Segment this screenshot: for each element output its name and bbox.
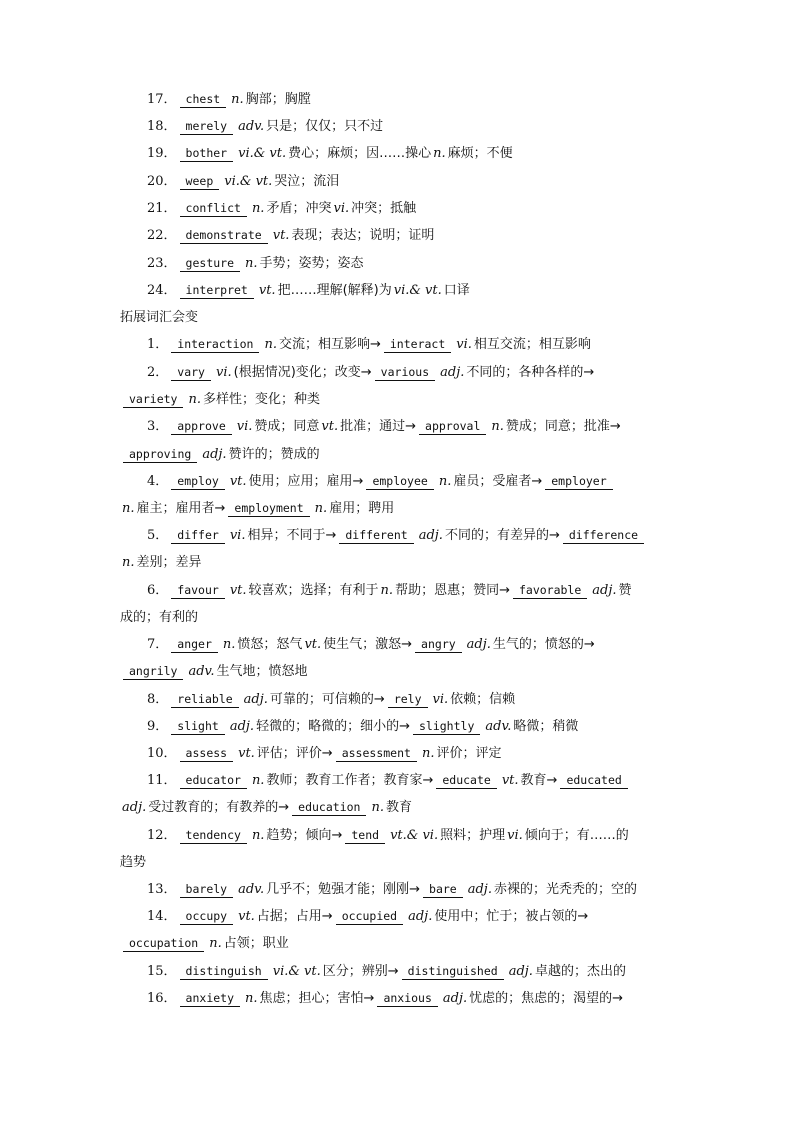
answer-blank: difference — [563, 528, 644, 544]
part-of-speech: n. — [438, 474, 452, 489]
answer-blank: employer — [545, 474, 612, 490]
definition: 批准；通过→ — [340, 419, 417, 434]
definition: 占领；职业 — [223, 936, 289, 951]
answer-blank: anger — [171, 637, 218, 653]
answer-blank: tendency — [180, 828, 247, 844]
item-number: 21． — [147, 201, 177, 216]
definition: 麻烦；不便 — [447, 146, 513, 161]
vocab-line — [120, 553, 680, 573]
answer-blank: anxious — [377, 991, 437, 1007]
definition: 冲突；抵触 — [351, 201, 417, 216]
answer-blank: chest — [180, 92, 227, 108]
item-number: 19． — [147, 146, 177, 161]
definition: 赞许的；赞成的 — [228, 447, 320, 462]
part-of-speech: n. — [251, 828, 265, 843]
answer-blank: interact — [384, 337, 451, 353]
definition: 相互交流；相互影响 — [473, 337, 591, 352]
definition: 照料；护理 — [440, 828, 506, 843]
definition: 受过教育的；有教养的→ — [148, 800, 290, 815]
vocab-line — [120, 254, 680, 274]
answer-blank: employee — [366, 474, 433, 490]
part-of-speech: adj. — [202, 447, 227, 462]
part-of-speech: n. — [188, 392, 201, 407]
definition: 帮助；恩惠；赞同→ — [395, 583, 510, 598]
section-title: 拓展词汇会变 — [120, 310, 199, 325]
part-of-speech: adj. — [229, 719, 255, 734]
item-number: 11． — [147, 773, 177, 788]
definition: 教育→ — [520, 773, 558, 788]
item-number: 22． — [147, 228, 177, 243]
definition: 依赖；信赖 — [450, 692, 516, 707]
vocab-line — [120, 717, 680, 737]
vocab-line — [120, 826, 680, 846]
part-of-speech: vt. — [321, 419, 339, 434]
definition: 卓越的；杰出的 — [534, 964, 626, 979]
part-of-speech: vi. — [507, 828, 523, 843]
definition: 不同的；有差异的→ — [444, 528, 560, 543]
definition: 差别；差异 — [136, 555, 202, 570]
answer-blank: employ — [171, 474, 225, 490]
vocab-line — [120, 635, 680, 655]
item-number: 5． — [147, 528, 169, 543]
part-of-speech: n. — [222, 637, 236, 652]
vocab-line — [120, 417, 680, 437]
answer-blank: approval — [419, 419, 486, 435]
item-number: 24． — [147, 283, 177, 298]
definition: 雇主；雇用者→ — [136, 501, 226, 516]
part-of-speech: n. — [314, 501, 328, 516]
answer-blank: favorable — [513, 583, 587, 599]
definition: 倾向于；有……的 — [524, 828, 629, 843]
definition: 多样性；变化；种类 — [202, 392, 320, 407]
part-of-speech: n. — [245, 256, 258, 271]
part-of-speech: n. — [433, 146, 446, 161]
definition: 区分；辨别→ — [322, 964, 399, 979]
part-of-speech: adj. — [467, 882, 492, 897]
vocab-line — [120, 771, 680, 791]
answer-blank: differ — [171, 528, 225, 544]
part-of-speech: vt.& vi. — [390, 828, 439, 843]
part-of-speech: n. — [209, 936, 222, 951]
part-of-speech: n. — [122, 555, 135, 570]
definition: 相异；不同于→ — [247, 528, 337, 543]
definition: 矛盾；冲突 — [266, 201, 332, 216]
definition: 费心；麻烦；因……操心 — [288, 146, 432, 161]
definition: 使用；应用；雇用→ — [248, 474, 364, 489]
answer-blank: approve — [171, 419, 231, 435]
section-heading — [120, 308, 680, 328]
answer-blank: slightly — [413, 719, 480, 735]
definition: 趋势；倾向→ — [266, 828, 343, 843]
answer-blank: distinguished — [402, 964, 504, 980]
definition: 生气的；愤怒的→ — [492, 637, 595, 652]
definition: 使生气；激怒→ — [323, 637, 413, 652]
definition: 趋势 — [120, 855, 147, 870]
definition: 交流；相互影响→ — [278, 337, 381, 352]
answer-blank: occupied — [336, 909, 403, 925]
vocab-line — [120, 962, 680, 982]
part-of-speech: vt. — [238, 909, 255, 924]
answer-blank: assess — [180, 746, 234, 762]
definition: 评估；评价→ — [256, 746, 333, 761]
answer-blank: various — [375, 365, 435, 381]
vocab-line — [120, 363, 680, 383]
answer-blank: approving — [123, 447, 197, 463]
vocab-line — [120, 226, 680, 246]
part-of-speech: adj. — [408, 909, 433, 924]
definition: 愤怒；怒气 — [237, 637, 303, 652]
part-of-speech: vt. — [304, 637, 322, 652]
definition: 几乎不；勉强才能；刚刚→ — [266, 882, 421, 897]
answer-blank: interpret — [180, 283, 254, 299]
item-number: 15． — [147, 964, 177, 979]
answer-blank: angrily — [123, 664, 183, 680]
answer-blank: assessment — [336, 746, 417, 762]
part-of-speech: n. — [251, 201, 265, 216]
definition: 教育 — [385, 800, 412, 815]
definition: 赞成；同意；批准→ — [505, 419, 621, 434]
part-of-speech: adv. — [188, 664, 215, 679]
vocab-line — [120, 989, 680, 1009]
answer-blank: interaction — [171, 337, 259, 353]
item-number: 1． — [147, 337, 169, 352]
answer-blank: bother — [180, 146, 234, 162]
definition: (根据情况)变化；改变→ — [233, 365, 372, 380]
definition: 轻微的；略微的；细小的→ — [256, 719, 410, 734]
answer-blank: employment — [228, 501, 309, 517]
definition: 手势；姿势；姿态 — [259, 256, 364, 271]
part-of-speech: vi. — [236, 419, 253, 434]
vocab-line — [120, 798, 680, 818]
definition: 赤裸的；光秃秃的；空的 — [493, 882, 637, 897]
part-of-speech: adj. — [508, 964, 533, 979]
vocab-line — [120, 144, 680, 164]
vocab-line — [120, 853, 680, 873]
item-number: 4． — [147, 474, 169, 489]
answer-blank: angry — [415, 637, 462, 653]
item-number: 17． — [147, 92, 177, 107]
vocab-line — [120, 662, 680, 682]
vocab-line — [120, 499, 680, 519]
part-of-speech: n. — [371, 800, 384, 815]
answer-blank: anxiety — [180, 991, 240, 1007]
vocab-line — [120, 90, 680, 110]
definition: 赞 — [618, 583, 632, 598]
vocab-line — [120, 744, 680, 764]
part-of-speech: n. — [251, 773, 265, 788]
vocab-line — [120, 472, 680, 492]
vocab-line — [120, 335, 680, 355]
vocab-line — [120, 907, 680, 927]
vocab-line — [120, 608, 680, 628]
definition: 忧虑的；焦虑的；渴望的→ — [469, 991, 624, 1006]
part-of-speech: vi. — [229, 528, 246, 543]
item-number: 7． — [147, 637, 169, 652]
answer-blank: educated — [560, 773, 627, 789]
part-of-speech: adj. — [440, 365, 465, 380]
part-of-speech: adj. — [466, 637, 491, 652]
definition: 赞成；同意 — [254, 419, 320, 434]
vocab-line — [120, 199, 680, 219]
part-of-speech: n. — [264, 337, 277, 352]
definition: 焦虑；担心；害怕→ — [259, 991, 375, 1006]
part-of-speech: n. — [421, 746, 435, 761]
part-of-speech: vt. — [501, 773, 519, 788]
part-of-speech: vi. — [215, 365, 232, 380]
item-number: 8． — [147, 692, 169, 707]
item-number: 6． — [147, 583, 169, 598]
answer-blank: variety — [123, 392, 183, 408]
part-of-speech: n. — [122, 501, 135, 516]
part-of-speech: adj. — [243, 692, 268, 707]
part-of-speech: vi.& vt. — [393, 283, 442, 298]
part-of-speech: vi.& vt. — [272, 964, 321, 979]
item-number: 16． — [147, 991, 177, 1006]
part-of-speech: vt. — [229, 583, 247, 598]
part-of-speech: adv. — [238, 119, 265, 134]
part-of-speech: adj. — [418, 528, 443, 543]
definition: 使用中；忙于；被占领的→ — [434, 909, 589, 924]
item-number: 20． — [147, 174, 177, 189]
item-number: 2． — [147, 365, 169, 380]
answer-blank: weep — [180, 174, 220, 190]
part-of-speech: n. — [380, 583, 394, 598]
definition: 较喜欢；选择；有利于 — [248, 583, 379, 598]
vocab-line — [120, 581, 680, 601]
answer-blank: gesture — [180, 256, 240, 272]
vocab-line — [120, 526, 680, 546]
item-number: 3． — [147, 419, 169, 434]
part-of-speech: vi. — [456, 337, 472, 352]
item-number: 18． — [147, 119, 177, 134]
part-of-speech: n. — [491, 419, 504, 434]
definition: 表现；表达；说明；证明 — [291, 228, 435, 243]
part-of-speech: adj. — [442, 991, 468, 1006]
answer-blank: occupy — [180, 909, 234, 925]
definition: 雇用；聘用 — [329, 501, 395, 516]
answer-blank: demonstrate — [180, 228, 268, 244]
item-number: 14． — [147, 909, 177, 924]
answer-blank: tend — [345, 828, 385, 844]
item-number: 23． — [147, 256, 177, 271]
answer-blank: rely — [388, 692, 428, 708]
part-of-speech: adv. — [238, 882, 265, 897]
part-of-speech: adj. — [592, 583, 617, 598]
item-number: 13． — [147, 882, 177, 897]
item-number: 10． — [147, 746, 177, 761]
vocab-line — [120, 117, 680, 137]
answer-blank: favour — [171, 583, 225, 599]
answer-blank: education — [292, 800, 366, 816]
part-of-speech: adj. — [122, 800, 147, 815]
vocab-line — [120, 281, 680, 301]
answer-blank: vary — [171, 365, 211, 381]
vocab-line — [120, 880, 680, 900]
definition: 教师；教育工作者；教育家→ — [266, 773, 434, 788]
definition: 评价；评定 — [436, 746, 502, 761]
definition: 不同的；各种各样的→ — [466, 365, 595, 380]
definition: 占据；占用→ — [256, 909, 333, 924]
part-of-speech: vt. — [238, 746, 255, 761]
answer-blank: occupation — [123, 936, 204, 952]
part-of-speech: vt. — [258, 283, 276, 298]
part-of-speech: n. — [231, 92, 244, 107]
definition: 哭泣；流泪 — [274, 174, 340, 189]
item-number: 12． — [147, 828, 177, 843]
definition: 雇员；受雇者→ — [453, 474, 543, 489]
definition: 略微；稍微 — [513, 719, 579, 734]
part-of-speech: n. — [245, 991, 258, 1006]
vocab-line — [120, 172, 680, 192]
definition: 胸部；胸膛 — [245, 92, 311, 107]
vocab-line — [120, 390, 680, 410]
answer-blank: conflict — [180, 201, 247, 217]
answer-blank: educate — [436, 773, 496, 789]
answer-blank: slight — [171, 719, 225, 735]
definition: 口译 — [443, 283, 470, 298]
part-of-speech: vi. — [333, 201, 350, 216]
vocab-line — [120, 934, 680, 954]
definition: 可靠的；可信赖的→ — [269, 692, 385, 707]
definition: 把……理解(解释)为 — [277, 283, 392, 298]
part-of-speech: vi.& vt. — [224, 174, 273, 189]
answer-blank: different — [339, 528, 413, 544]
answer-blank: barely — [180, 882, 234, 898]
part-of-speech: vt. — [272, 228, 290, 243]
definition: 成的；有利的 — [120, 610, 199, 625]
answer-blank: reliable — [171, 692, 238, 708]
vocab-line — [120, 445, 680, 465]
part-of-speech: vi.& vt. — [238, 146, 287, 161]
answer-blank: educator — [180, 773, 247, 789]
definition: 生气地；愤怒地 — [216, 664, 308, 679]
answer-blank: merely — [180, 119, 234, 135]
vocab-line — [120, 690, 680, 710]
part-of-speech: vi. — [432, 692, 449, 707]
part-of-speech: vt. — [229, 474, 247, 489]
item-number: 9． — [147, 719, 169, 734]
part-of-speech: adv. — [485, 719, 512, 734]
answer-blank: bare — [423, 882, 463, 898]
definition: 只是；仅仅；只不过 — [266, 119, 384, 134]
answer-blank: distinguish — [180, 964, 268, 980]
